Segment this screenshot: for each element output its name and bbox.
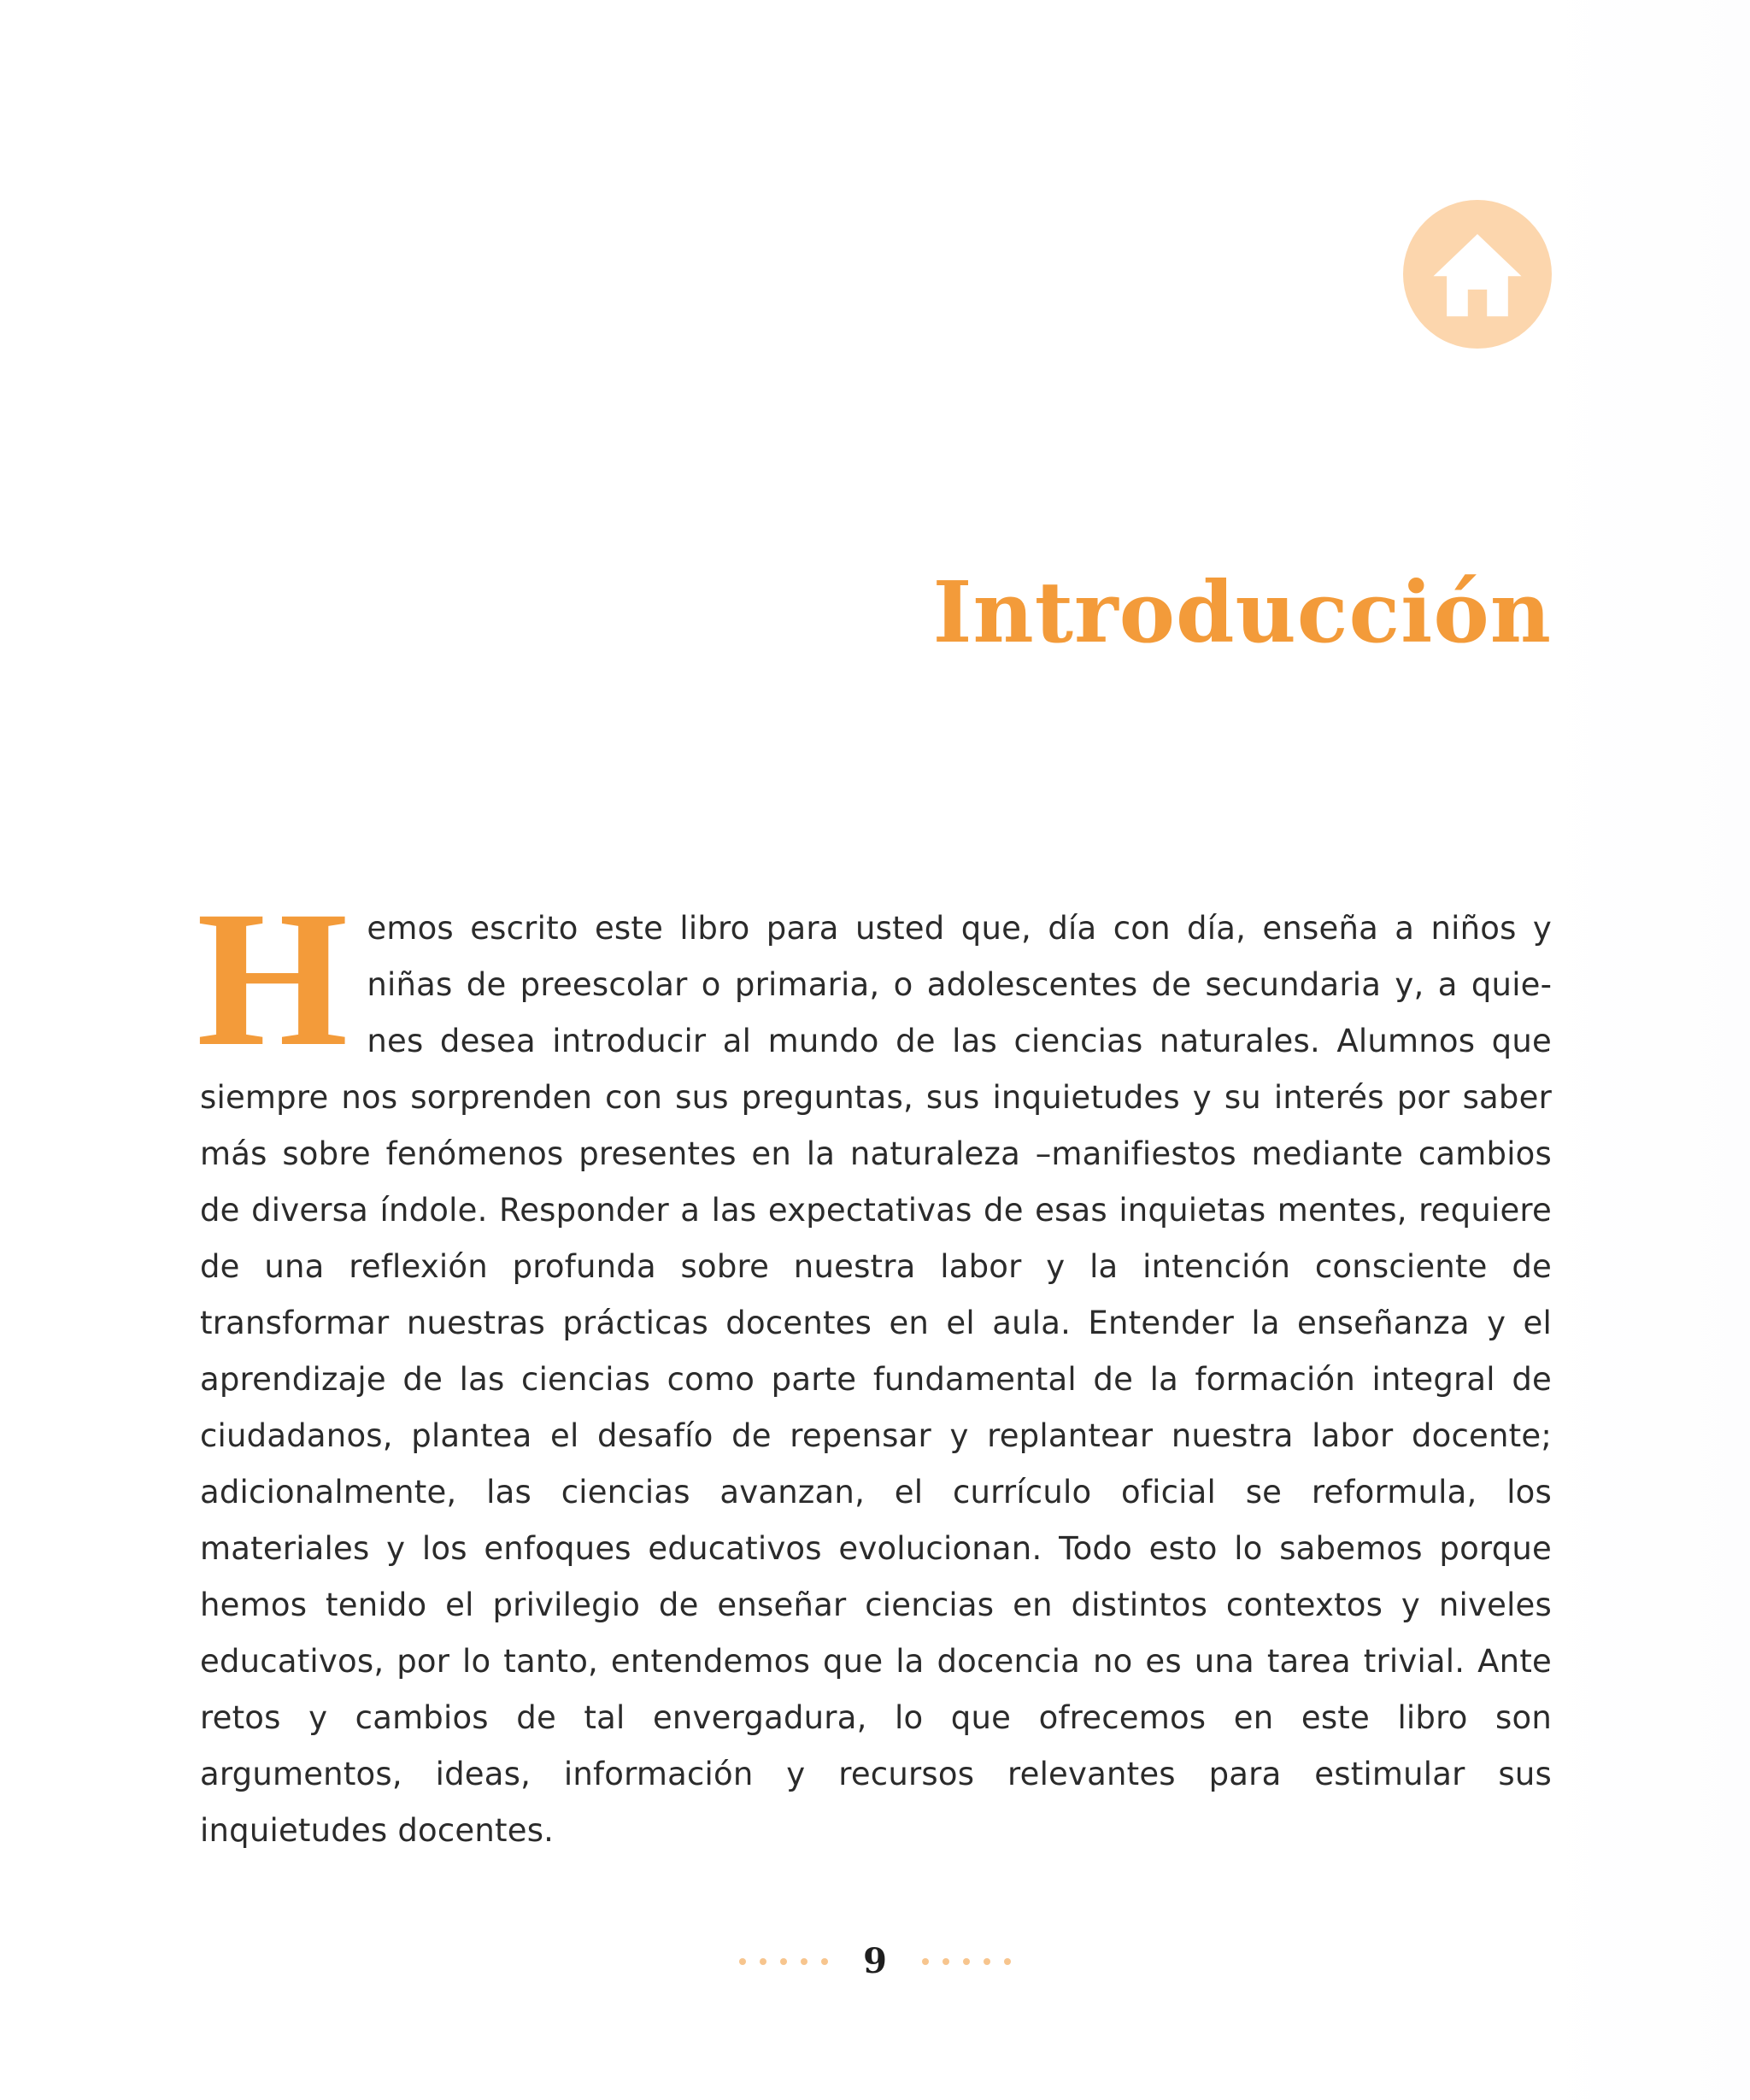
folio-dot [922, 1958, 929, 1965]
intro-paragraph: emos escrito este libro para usted que, día con día, enseña a niños y niñas de preescolar o primaria, o adolescentes de secundaria y, a quienes desea introducir al mundo de las ciencias naturales. Alumnos que siempre nos sorprenden con sus preguntas, sus inquietudes y su interés por saber más sobre fenómenos presentes en la naturaleza –manifiestos mediante cambios de diversa índole. Responder a las expectativas de esas inquietas mentes, requiere de una reflexión profunda sobre nuestra labor y la intención consciente de transformar nuestras prácticas docentes en el aula. Entender la enseñanza y el aprendizaje de las ciencias como parte fundamental de la formación integral de ciudadanos, plantea el desafío de repensar y replantear nuestra labor docente; adicionalmente, las ciencias avanzan, el currículo oficial se reformula, los materiales y los enfoques educativos evolucionan. Todo esto lo sabemos porque hemos tenido el privilegio de enseñar ciencias en distintos contextos y niveles educativos, por lo tanto, entendemos que la docencia no es una tarea trivial. Ante retos y cambios de tal envergadura, lo que ofrecemos en este libro son argumentos, ideas, información y recursos relevantes para estimular sus inquietudes docentes. [200, 910, 1552, 1849]
folio-dots-left [739, 1958, 828, 1965]
folio-dot [801, 1958, 807, 1965]
folio-dot [1004, 1958, 1011, 1965]
folio-dot [963, 1958, 970, 1965]
home-icon [1430, 226, 1525, 322]
folio-dot [760, 1958, 766, 1965]
folio-dot [780, 1958, 787, 1965]
body-text-block [197, 871, 1552, 1859]
home-button[interactable] [1403, 200, 1552, 349]
drop-cap: H [197, 871, 349, 1087]
folio-dot [984, 1958, 990, 1965]
page-number: 9 [863, 1941, 887, 1981]
folio-dots-right [922, 1958, 1011, 1965]
page-title: Introducción [932, 564, 1552, 662]
folio-dot [739, 1958, 746, 1965]
page-footer [0, 1941, 1750, 1981]
folio-dot [821, 1958, 828, 1965]
folio-dot [943, 1958, 949, 1965]
